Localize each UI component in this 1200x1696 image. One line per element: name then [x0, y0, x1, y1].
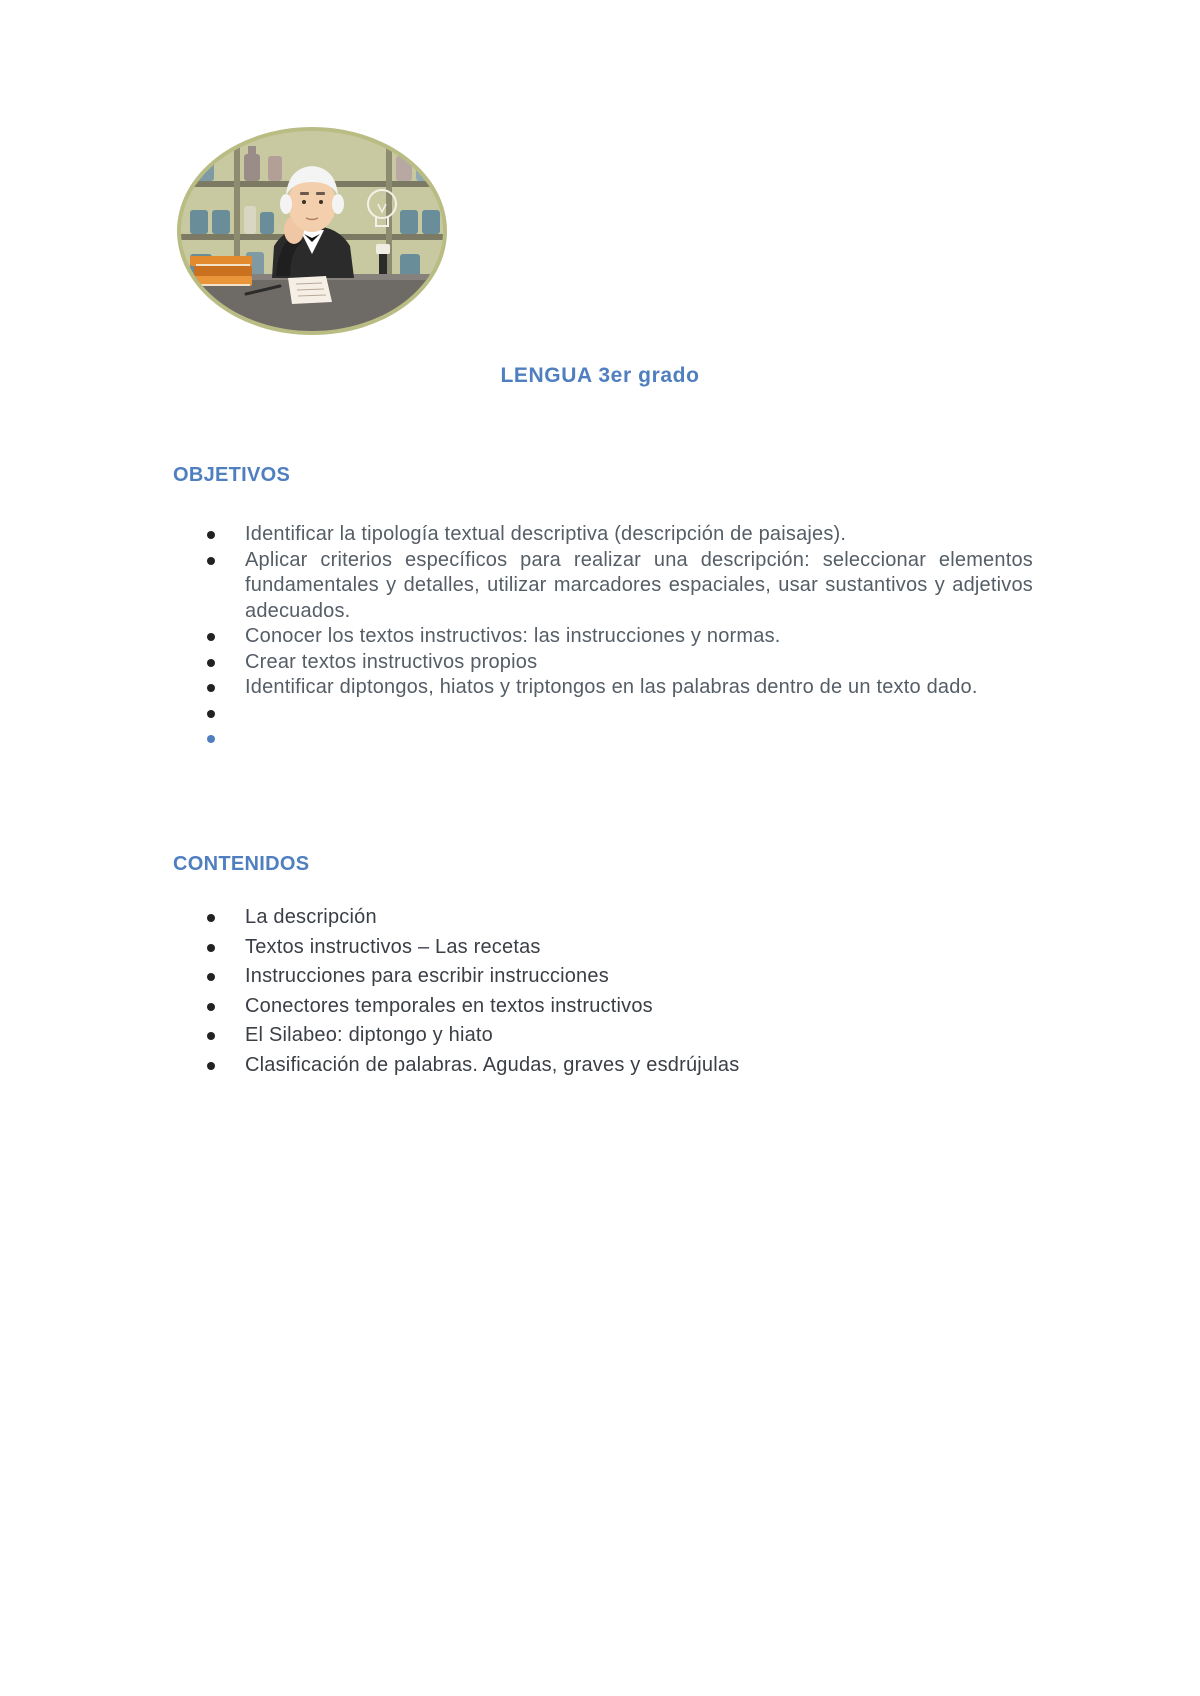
list-item-text: Conectores temporales en textos instructivos [245, 994, 653, 1017]
list-item-text [245, 701, 1033, 727]
list-item [173, 1021, 1033, 1051]
list-item [173, 522, 1033, 548]
list-item-text: Conocer los textos instructivos: las instrucciones y normas. [245, 625, 781, 647]
list-item [173, 962, 1033, 992]
bullet-icon [207, 1032, 215, 1040]
list-item [173, 726, 1033, 752]
list-item-text: Textos instructivos – Las recetas [245, 935, 541, 958]
bullet-icon [207, 633, 215, 641]
bullet-icon [207, 1062, 215, 1070]
objetivos-list [173, 522, 1033, 752]
list-item-text: Clasificación de palabras. Agudas, graves y esdrújulas [245, 1053, 740, 1076]
list-item [173, 548, 1033, 625]
bullet-icon [207, 710, 215, 718]
list-item [173, 992, 1033, 1022]
list-item-text: Aplicar criterios específicos para realizar una descripción: seleccionar elementos fundamentales y detalles, utilizar marcadores espaciales, usar sustantivos y adjetivos adecuados. [245, 548, 1033, 622]
bullet-icon [207, 735, 215, 743]
list-item-text: Instrucciones para escribir instrucciones [245, 965, 609, 987]
bullet-icon [207, 531, 215, 539]
list-item [173, 933, 1033, 963]
list-item-text [245, 726, 1033, 752]
list-item-text: Crear textos instructivos propios [245, 650, 538, 673]
contenidos-list [173, 903, 1033, 1080]
list-item [173, 675, 1033, 701]
list-item [173, 650, 1033, 676]
list-item-text: La descripción [245, 906, 377, 928]
contenidos-heading: CONTENIDOS [173, 853, 310, 875]
objetivos-heading: OBJETIVOS [173, 464, 291, 486]
bullet-icon [207, 944, 215, 952]
bullet-icon [207, 557, 215, 565]
bullet-icon [207, 684, 215, 692]
bullet-icon [207, 1003, 215, 1011]
scholar-at-desk-illustration [176, 126, 448, 336]
list-item [173, 903, 1033, 933]
list-item-text: Identificar diptongos, hiatos y triptongos en las palabras dentro de un texto dado. [245, 676, 978, 698]
document-title: LENGUA 3er grado [500, 364, 700, 387]
bullet-icon [207, 659, 215, 667]
list-item [173, 1051, 1033, 1081]
bullet-icon [207, 914, 215, 922]
list-item [173, 701, 1033, 727]
bullet-icon [207, 973, 215, 981]
list-item-text: Identificar la tipología textual descriptiva (descripción de paisajes). [245, 523, 847, 545]
list-item-text: El Silabeo: diptongo y hiato [245, 1024, 493, 1046]
list-item [173, 624, 1033, 650]
